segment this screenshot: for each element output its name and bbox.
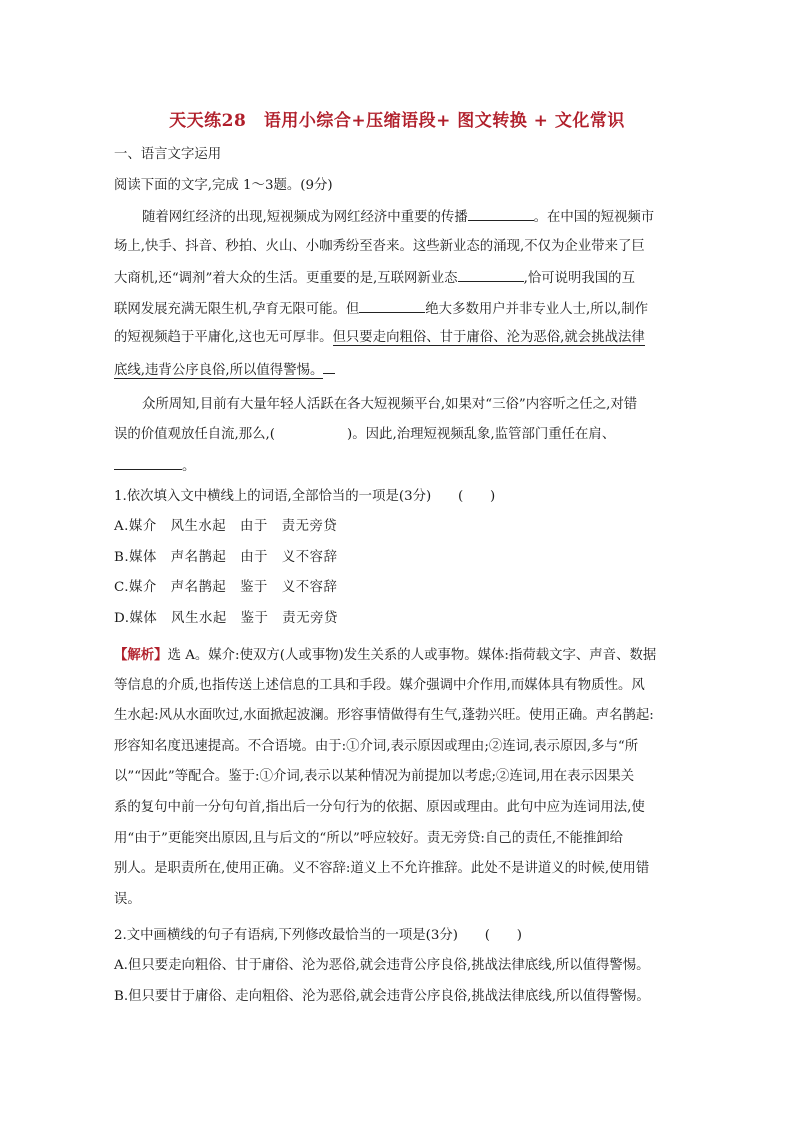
analysis-tag: 【解析】 xyxy=(114,647,168,663)
passage-line xyxy=(142,206,654,228)
analysis-line: 别人。是职责所在,使用正确。义不容辞:道义上不允许推辞。此处不是讲道义的时候,使用错 xyxy=(114,861,650,876)
passage-line: 众所周知,目前有大量年轻人活跃在各大短视频平台,如果对“三俗”内容听之任之,对错 xyxy=(142,397,638,412)
passage-line xyxy=(114,359,335,381)
fill-blank-2 xyxy=(458,267,524,282)
analysis-text: 选 A。媒介:使双方(人或事物)发生关系的人或事物。媒体:指荷载文字、声音、数据 xyxy=(167,648,657,663)
question-1-stem: 1.依次填入文中横线上的词语,全部恰当的一项是(3分) ( ) xyxy=(114,489,496,504)
question-2-stem: 2.文中画横线的句子有语病,下列修改最恰当的一项是(3分) ( ) xyxy=(114,928,522,943)
passage-text: 。在中国的短视频市 xyxy=(533,210,655,225)
passage-text: 绝大多数用户并非专业人士,所以,制作 xyxy=(425,302,649,317)
fill-blank-1 xyxy=(468,206,534,221)
underlined-sentence: 底线,违背公序良俗,所以值得警惕。 xyxy=(114,363,324,378)
question-1-option-a[interactable]: A.媒介 风生水起 由于 责无旁贷 xyxy=(114,519,338,534)
question-1-option-c[interactable]: C.媒介 声名鹊起 鉴于 义不容辞 xyxy=(114,580,338,595)
passage-line xyxy=(114,455,195,477)
analysis-line: 系的复句中前一分句句首,指出后一分句行为的依据、原因或理由。此句中应为连词用法,使 xyxy=(114,800,645,815)
section-heading: 一、语言文字运用 xyxy=(114,147,222,162)
fill-blank-4 xyxy=(114,455,182,470)
analysis-line: 用“由于”更能突出原因,且与后文的“所以”呼应较好。责无旁贷:自己的责任,不能推卸给 xyxy=(114,831,624,846)
passage-text: 大商机,还“调剂”着大众的生活。更重要的是,互联网新业态 xyxy=(114,271,458,286)
passage-line xyxy=(114,267,635,289)
analysis-line: 等信息的介质,也指传送上述信息的工具和手段。媒介强调中介作用,而媒体具有物质性。风 xyxy=(114,678,645,693)
passage-line xyxy=(114,425,615,445)
passage-text: ,恰可说明我国的互 xyxy=(523,271,635,286)
question-2-option-b[interactable]: B.但只要甘于庸俗、走向粗俗、沦为恶俗,就会违背公序良俗,挑战法律底线,所以值得警惕。 xyxy=(114,989,650,1004)
reading-intro: 阅读下面的文字,完成 1～3题。(9分) xyxy=(114,178,333,193)
analysis-line: 以”“因此”等配合。鉴于:①介词,表示以某种情况为前提加以考虑;②连词,用在表示因果关 xyxy=(114,769,635,784)
question-2-option-a[interactable]: A.但只要走向粗俗、甘于庸俗、沦为恶俗,就会违背公序良俗,挑战法律底线,所以值得警惕。 xyxy=(114,958,650,973)
passage-line xyxy=(114,328,645,348)
passage-text: 误的价值观放任自流,那么,( xyxy=(114,427,276,442)
passage-text: 的短视频趋于平庸化,这也无可厚非。 xyxy=(114,330,333,345)
underlined-sentence: 但只要走向粗俗、甘于庸俗、沦为恶俗,就会挑战法律 xyxy=(332,330,645,345)
passage-text: 随着网红经济的出现,短视频成为网红经济中重要的传播 xyxy=(142,210,468,225)
fill-blank-3 xyxy=(359,298,425,313)
passage-text: 。 xyxy=(182,459,196,474)
question-1-option-d[interactable]: D.媒体 风生水起 鉴于 责无旁贷 xyxy=(114,611,338,626)
underline-tail xyxy=(323,359,335,374)
question-1-option-b[interactable]: B.媒体 声名鹊起 由于 义不容辞 xyxy=(114,550,338,565)
analysis-line: 生水起:风从水面吹过,水面掀起波澜。形容事情做得有生气,蓬勃兴旺。使用正确。声名鹊起: xyxy=(114,708,654,723)
analysis-line: 误。 xyxy=(114,892,141,907)
passage-text: 联网发展充满无限生机,孕育无限可能。但 xyxy=(114,302,360,317)
page-title: 天天练28 语用小综合+压缩语段+ 图文转换 + 文化常识 xyxy=(169,111,625,131)
analysis-line xyxy=(114,645,656,666)
passage-line xyxy=(114,298,648,320)
passage-text: )。因此,治理短视频乱象,监管部门重任在肩、 xyxy=(347,427,616,442)
passage-line: 场上,快手、抖音、秒拍、火山、小咖秀纷至沓来。这些新业态的涌现,不仅为企业带来了巨 xyxy=(114,239,645,254)
analysis-line: 形容知名度迅速提高。不合语境。由于:①介词,表示原因或理由;②连词,表示原因,多与“所 xyxy=(114,739,639,754)
